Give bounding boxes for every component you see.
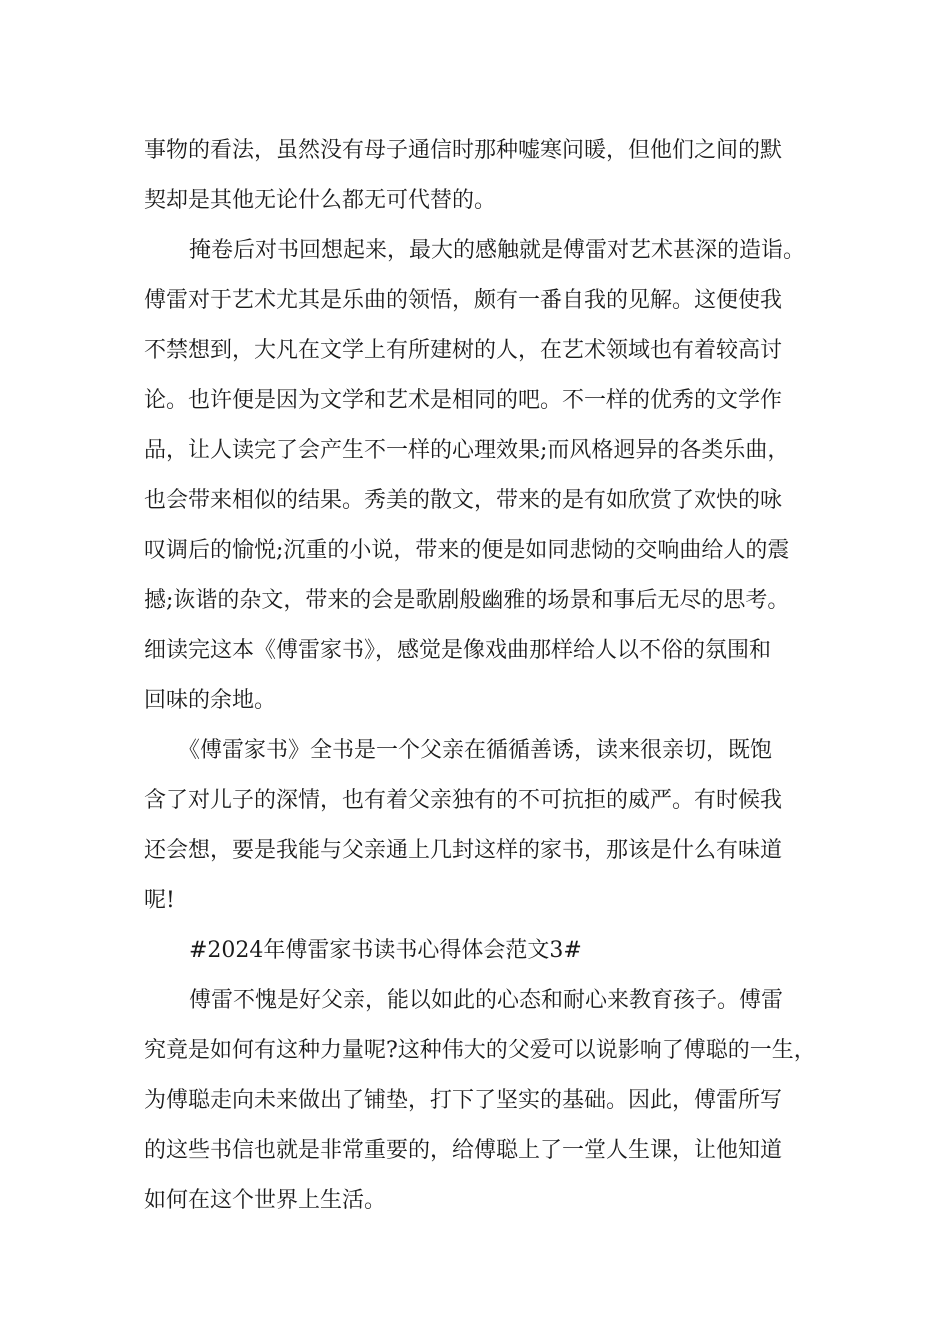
paragraph-line — [0, 331, 950, 371]
line-text: 回味的余地。 — [144, 688, 277, 713]
line-text: 事物的看法，虽然没有母子通信时那种嘘寒问暖，但他们之间的默 — [144, 138, 783, 163]
line-text: 论。也许便是因为文学和艺术是相同的吧。不一样的优秀的文学作 — [144, 388, 783, 413]
line-text: 不禁想到，大凡在文学上有所建树的人，在艺术领域也有着较高讨 — [144, 338, 783, 363]
line-text: 如何在这个世界上生活。 — [144, 1188, 387, 1213]
paragraph-line — [0, 131, 950, 171]
line-text: 的这些书信也就是非常重要的，给傅聪上了一堂人生课，让他知道 — [144, 1138, 783, 1163]
line-text: 掩卷后对书回想起来，最大的感触就是傅雷对艺术甚深的造诣。 — [189, 238, 806, 263]
paragraph-line — [0, 831, 950, 871]
paragraph-line — [0, 1131, 950, 1171]
line-text: 傅雷对于艺术尤其是乐曲的领悟，颇有一番自我的见解。这便使我 — [144, 288, 783, 313]
paragraph-line — [0, 181, 950, 221]
paragraph-line — [0, 231, 950, 271]
line-text: 呢! — [144, 888, 175, 913]
line-text: 细读完这本《傅雷家书》，感觉是像戏曲那样给人以不俗的氛围和 — [144, 638, 772, 663]
line-text: 傅雷不愧是好父亲，能以如此的心态和耐心来教育孩子。傅雷 — [189, 988, 784, 1013]
paragraph-line — [0, 1181, 950, 1221]
line-text: 究竟是如何有这种力量呢?这种伟大的父爱可以说影响了傅聪的一生， — [144, 1038, 816, 1063]
paragraph-line — [0, 381, 950, 421]
paragraph-line — [0, 981, 950, 1021]
line-text: 撼;诙谐的杂文，带来的会是歌剧般幽雅的场景和事后无尽的思考。 — [144, 588, 790, 613]
line-text: 《傅雷家书》全书是一个父亲在循循善诱，读来很亲切，既饱 — [178, 738, 773, 763]
line-text: 含了对儿子的深情，也有着父亲独有的不可抗拒的威严。有时候我 — [144, 788, 783, 813]
paragraph-line — [0, 531, 950, 571]
paragraph-line — [0, 781, 950, 821]
paragraph-line — [0, 881, 950, 921]
paragraph-line — [0, 1031, 950, 1071]
line-text: 也会带来相似的结果。秀美的散文，带来的是有如欣赏了欢快的咏 — [144, 488, 783, 513]
line-text: 品，让人读完了会产生不一样的心理效果;而风格迥异的各类乐曲， — [144, 438, 790, 463]
paragraph-line — [0, 431, 950, 471]
line-text: 为傅聪走向未来做出了铺垫，打下了坚实的基础。因此，傅雷所写 — [144, 1088, 783, 1113]
paragraph-line — [0, 581, 950, 621]
heading-text: #2024年傅雷家书读书心得体会范文3# — [189, 938, 582, 963]
line-text: 还会想，要是我能与父亲通上几封这样的家书，那该是什么有味道 — [144, 838, 783, 863]
line-text: 契却是其他无论什么都无可代替的。 — [144, 188, 497, 213]
paragraph-line — [0, 481, 950, 521]
paragraph-line — [0, 731, 950, 771]
paragraph-line — [0, 281, 950, 321]
paragraph-line — [0, 681, 950, 721]
paragraph-line — [0, 631, 950, 671]
paragraph-line — [0, 1081, 950, 1121]
section-heading — [0, 931, 950, 971]
line-text: 叹调后的愉悦;沉重的小说，带来的便是如同悲恸的交响曲给人的震 — [144, 538, 790, 563]
